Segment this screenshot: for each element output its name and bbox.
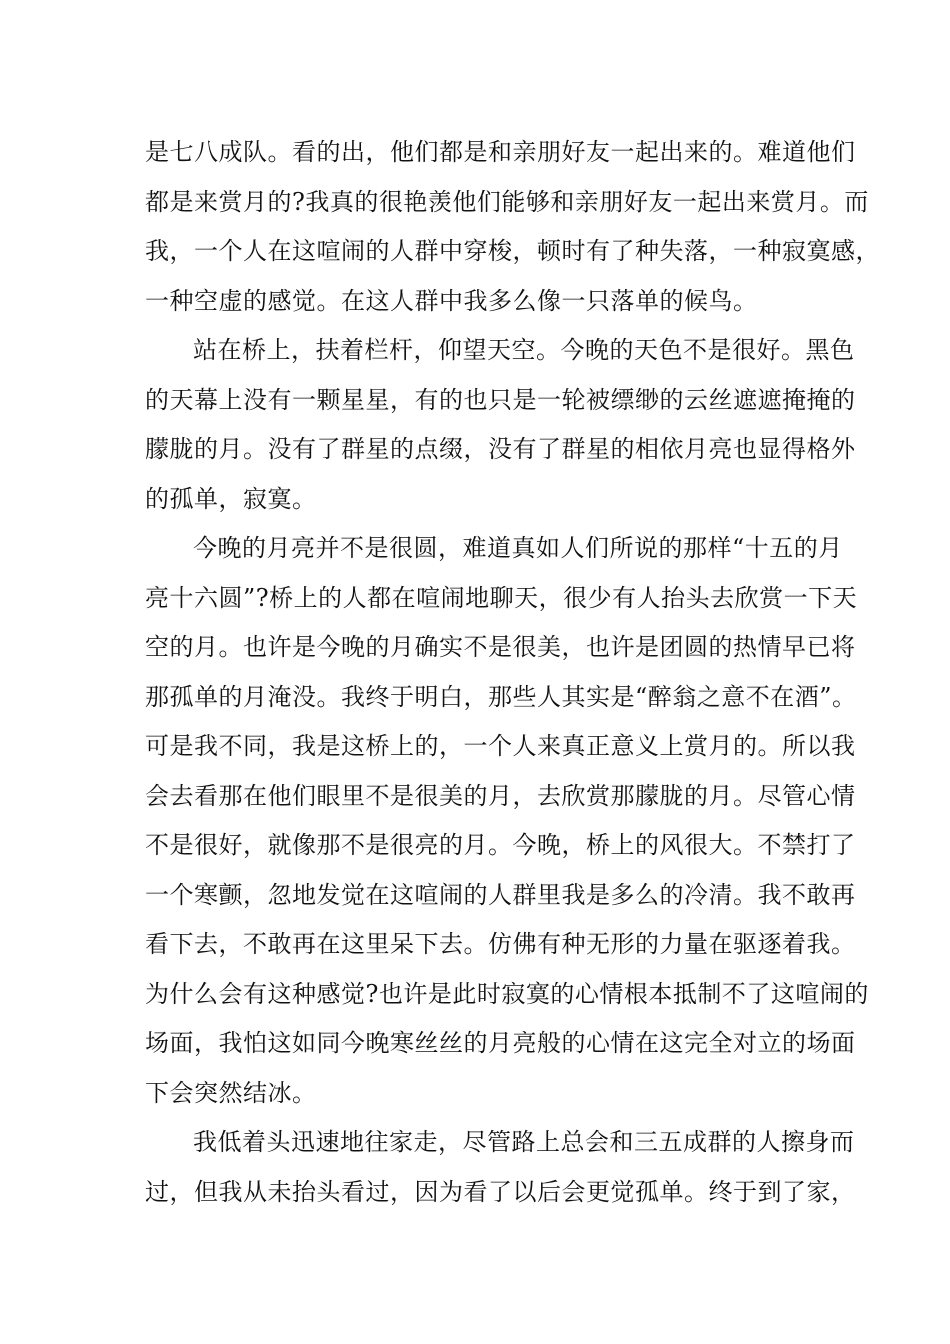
text-line: 空的月。也许是今晚的月确实不是很美，也许是团圆的热情早已将 — [145, 633, 856, 661]
text-line: 场面，我怕这如同今晚寒丝丝的月亮般的心情在这完全对立的场面 — [145, 1029, 856, 1057]
text-line: 不是很好，就像那不是很亮的月。今晚，桥上的风很大。不禁打了 — [145, 831, 856, 859]
text-line: 亮十六圆”?桥上的人都在喧闹地聊天，很少有人抬头去欣赏一下天 — [145, 583, 858, 612]
paragraph-2 — [145, 326, 856, 524]
text-line: 都是来赏月的?我真的很艳羡他们能够和亲朋好友一起出来赏月。而 — [145, 187, 869, 216]
document-body — [145, 128, 880, 1217]
text-line: 可是我不同，我是这桥上的，一个人来真正意义上赏月的。所以我 — [145, 732, 856, 760]
text-line: 朦胧的月。没有了群星的点缀，没有了群星的相依月亮也显得格外 — [145, 435, 856, 463]
text-line: 为什么会有这种感觉?也许是此时寂寞的心情根本抵制不了这喧闹的 — [145, 979, 869, 1008]
text-line: 的孤单，寂寞。 — [145, 484, 317, 513]
paragraph-4 — [145, 1118, 856, 1217]
text-line: 过，但我从未抬头看过，因为看了以后会更觉孤单。终于到了家， — [145, 1177, 856, 1206]
text-line: 一个寒颤，忽地发觉在这喧闹的人群里我是多么的冷清。我不敢再 — [145, 880, 856, 909]
text-line: 我低着头迅速地往家走，尽管路上总会和三五成群的人擦身而 — [193, 1128, 855, 1156]
text-line: 我，一个人在这喧闹的人群中穿梭，顿时有了种失落，一种寂寞感， — [145, 237, 880, 265]
text-line: 会去看那在他们眼里不是很美的月，去欣赏那朦胧的月。尽管心情 — [145, 781, 856, 810]
text-line: 是七八成队。看的出，他们都是和亲朋好友一起出来的。难道他们 — [145, 138, 856, 166]
text-line: 一种空虚的感觉。在这人群中我多么像一只落单的候鸟。 — [145, 286, 758, 315]
paragraph-3 — [145, 524, 869, 1118]
text-line: 站在桥上，扶着栏杆，仰望天空。今晚的天色不是很好。黑色 — [193, 336, 855, 364]
text-line: 的天幕上没有一颗星星，有的也只是一轮被缥缈的云丝遮遮掩掩的 — [145, 385, 856, 414]
text-line: 那孤单的月淹没。我终于明白，那些人其实是“醉翁之意不在酒”。 — [145, 682, 857, 711]
text-line: 今晚的月亮并不是很圆，难道真如人们所说的那样“十五的月 — [193, 534, 843, 562]
text-line: 下会突然结冰。 — [145, 1078, 317, 1107]
paragraph-1 — [145, 128, 880, 326]
text-line: 看下去，不敢再在这里呆下去。仿佛有种无形的力量在驱逐着我。 — [145, 930, 856, 958]
